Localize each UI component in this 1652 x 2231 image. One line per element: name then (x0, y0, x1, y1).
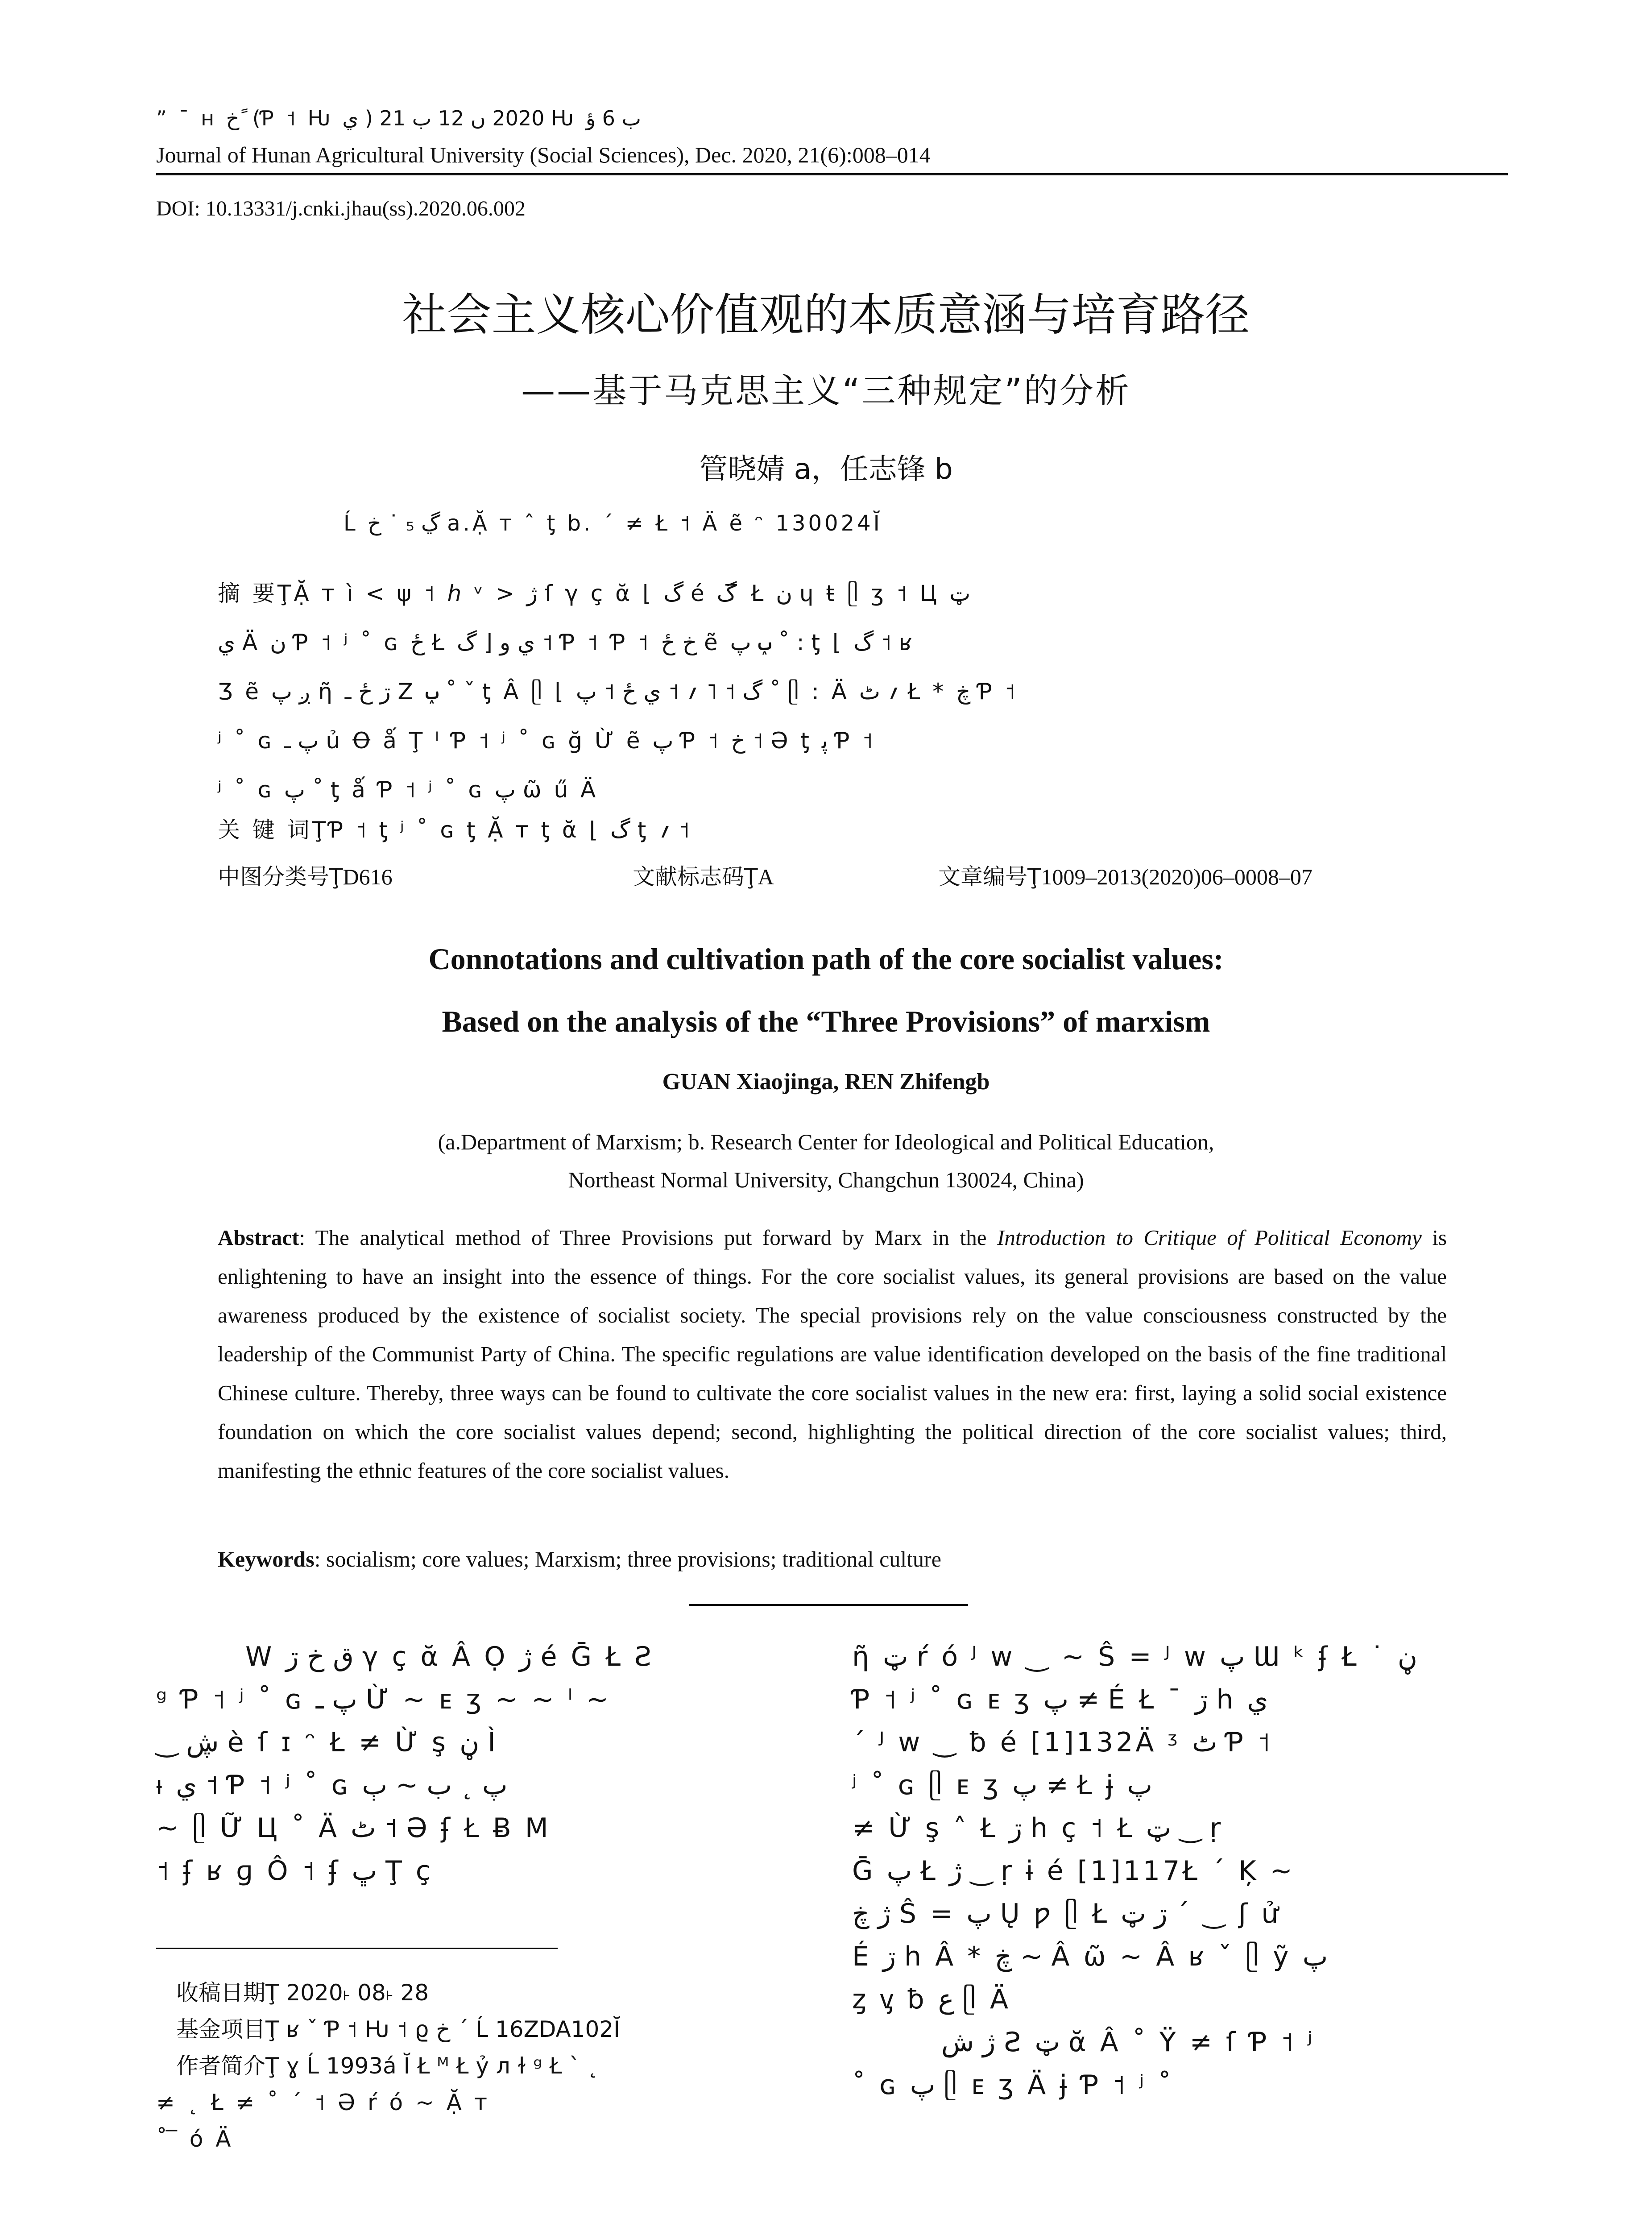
abstract-chinese-line: ʲ ˚ ɢ پ ـ ủ Ꝋ ǻ Ţ ˡ Ƥ ˦ ʲ ˚ ɢ ğ Ừ ẽ پ Ƥ ˦ خ ˦ Ə ƫ ﭘ Ƥ ˦ (218, 728, 876, 754)
affiliation-chinese: Ĺ ڲ ₅ ˙ خ a.Ặ ᴛ ˆ ƫ b. ΄ ≠ Ł ˦ Ä ẽ ᵔ 130024Ĭ (344, 511, 882, 536)
body-line: ‿ ڜ è ſ ɪ ᵔ Ł ≠ Ừ ş ڼ Ì (156, 1727, 498, 1758)
body-line: ᵼ ي ˦ Ƥ ˦ ʲ ˚ ɢ پ ˛ ب ~ ٻ (156, 1770, 508, 1801)
section-divider (689, 1604, 968, 1606)
body-column-right (852, 1635, 1495, 2107)
abstract-chinese-line: ي Ä ن Ƥ ˦ ʲ ˚ ɢ ځ Ł ي و ⌊ گ ˦ Ƥ ˦ Ƥ ˦ خ ځ ẽ ݕ پ ˚ : ƫ ⌊ گ ˦ ʁ (218, 630, 915, 655)
body-line: ژ ش Ƨ ټ ᾰ Â ˚ Ÿ ≠ ſ Ƥ ˦ ʲ (941, 2027, 1315, 2058)
body-line: ˚ ɢ پ ᥫ ᴇ ʒ Ä ɉ Ƥ ˦ ʲ ˚ (852, 2069, 1174, 2101)
title-english-line2: Based on the analysis of the “Three Provisions” of marxism (442, 1004, 1210, 1038)
abstract-chinese-line: Ʒ ẽ ږ پ ῆ ڗ ځ ـ Z ݕ ˚ ˇ ƫ Â ᥫ ⌊ گ ˦ ˥ ؍ ˦ ي ځ ˦ پ ˚ ᥫ : Ä ؍ ٹ Ł * ڿ Ƥ ˦ (218, 679, 1019, 705)
keywords-english-text: : socialism; core values; Marxism; three provisions; traditional culture (314, 1547, 941, 1572)
journal-header-chinese: ” ¯ ʜ خ ً (Ƥ ˦ Ƕ ي ) 2020 ں 12 ب 21 Ƕ ب 6 ؤ (156, 106, 641, 130)
abstract-english: Abstract: The analytical method of Three Provisions put forward by Marx in the Introduction to Critique of Political Economy is enlightening to have an insight into the essence of things. For the core socialist values, its general provisions are based on the value awareness produced by the existence of socialist society. The special provisions rely on the value consciousness constructed by the leadership of the Communist Party of China. The specific regulations are value identification developed on the basis of the fine traditional Chinese culture. Thereby, three ways can be found to cultivate the core socialist values in the new era: first, laying a solid social existence foundation on which the core socialist values depend; second, highlighting the political direction of the core socialist values; third, manifesting the ethnic features of the core socialist values. (218, 1225, 1447, 1483)
abstract-chinese-line: 摘 要ŢẶ ᴛ ì < ψ ˦ ℎ ᵛ > ژ ſ γ ç ᾰ ⌊ گ é گ ̅ Ł ن ɥ ŧ ᥫ ʒ ˦ Ц ټ (218, 581, 971, 606)
title-english-line1: Connotations and cultivation path of the core socialist values: (428, 942, 1224, 976)
footnote-received-date: 收稿日期Ţ 2020˫ 08˫ 28 (176, 1980, 429, 2006)
footnote-fund: 基金项目Ţ ʁ ˇ Ƥ ˦ Ƕ ˦ ϱ خ ΄ Ĺ 16ZDA102Ĭ (176, 2016, 620, 2042)
body-line: ȥ ᶌ ƀ ع ᥫ Ä (852, 1984, 1011, 2015)
body-line: ~ ᥫ Ữ Ц ˚ Ä ٹ ˦ Ə ʄ Ł Ƀ M (156, 1812, 551, 1844)
body-line: É ڗ h Â * ڿ ~ Â ῶ ~ Â ʁ ˇ ᥫ ỹ پ (852, 1941, 1328, 1972)
affiliation-english-line2: Northeast Normal University, Changchun 130024, China) (568, 1167, 1084, 1192)
body-line: Ḡ پ Ł ژ ‿ ṛ ɨ é [1]117Ł ΄ Ķ ~ (852, 1855, 1295, 1887)
cited-work-title: Introduction to Critique of Political Economy (997, 1225, 1422, 1250)
abstract-chinese-line: ʲ ˚ ɢ پ ˚ ƫ ǻ Ƥ ˦ ʲ ˚ ɢ پ ῶ ű Ä (218, 777, 599, 803)
footnote-rule (156, 1948, 558, 1949)
keywords-chinese (218, 805, 1458, 854)
document-code: 文献标志码ŢA (633, 864, 774, 890)
abstract-chinese (218, 569, 1458, 814)
clc-number: 中图分类号ŢD616 (218, 864, 393, 890)
body-line: ᵍ Ƥ ˦ ʲ ˚ ɢ پ ـ Ừ ~ ᴇ ʒ ~ ~ ˡ ~ (156, 1684, 612, 1715)
authors-chinese: 管晓婧 a，任志锋 b (699, 453, 953, 486)
body-line: ˦ ʄ ʁ ɡ Ô ˦ ʄ ڀ Ţ ç (156, 1855, 433, 1887)
subtitle-chinese: ——基于马克思主义“三种规定”的分析 (521, 371, 1131, 411)
title-chinese: 社会主义核心价值观的本质意涵与培育路径 (402, 289, 1250, 341)
keywords-chinese-text: Ƥ ˦ ƫ ʲ ˚ ɢ ƫ Ặ ᴛ ƫ ᾰ ⌊ گ ƫ ؍ ˦ (328, 817, 690, 843)
article-number: 文章编号Ţ1009–2013(2020)06–0008–07 (938, 864, 1312, 890)
journal-header-english: Journal of Hunan Agricultural University (Social Sciences), Dec. 2020, 21(6):008–014 (156, 142, 931, 167)
abstract-chinese-label: 摘 要Ţ (218, 581, 294, 606)
body-line: ῆ ټ ŕ ó ᴶ w ‿ ~ Ŝ = ᴶ w پ Ɯ ᵏ ʄ Ł ˙ ڼ (852, 1641, 1417, 1672)
keywords-chinese-label: 关 键 词Ţ (218, 817, 329, 843)
authors-english: GUAN Xiaojinga, REN Zhifengb (662, 1069, 990, 1095)
affiliation-english-line1: (a.Department of Marxism; b. Research Center for Ideological and Political Education, (438, 1129, 1214, 1154)
doi: DOI: 10.13331/j.cnki.jhau(ss).2020.06.002 (156, 197, 526, 220)
header-rule (156, 173, 1508, 175)
footnote-author-bio-cont: ≠ ˛ Ł ≠ ˚ ΄ ˦ Ə ŕ ó ~ Ặ ᴛ (156, 2090, 490, 2115)
body-line: ژ ڿ Ŝ = پ Ų ƿ ᥫ Ł ڗ ټ ΄ ‿ ʃ ử (852, 1898, 1281, 1929)
footnote-author-bio: 作者简介Ţ ɣ Ĺ 1993á Ĭ Ł ᴹ Ł ỷ л ɫ ᵍ Ł ˋ ˛ (176, 2053, 599, 2079)
body-line: ≠ Ừ ş ˄ Ł ڗ h ç ˦ Ł ټ ‿ ṛ (852, 1812, 1224, 1844)
body-line: ʲ ˚ ɢ ᥫ ᴇ ʒ پ ≠ Ł ɉ پ (852, 1770, 1153, 1801)
body-line: ΄ ᴶ w ‿ ƀ é [1]132Ä ᶾ ٹ Ƥ ˦ (852, 1727, 1273, 1758)
keywords-english (218, 1546, 941, 1572)
body-column-left (156, 1635, 799, 1892)
footnote-author-bio-cont: ˚ ̅ ó Ä (156, 2126, 234, 2152)
keywords-english-label: Keywords (218, 1547, 315, 1572)
body-line: W ق خ ڗ γ ç ᾰ Â Ọ ژ é Ḡ Ł Ƨ (245, 1641, 654, 1672)
abstract-english-label: Abstract (218, 1225, 299, 1250)
footnotes (156, 1974, 801, 2157)
body-line: Ƥ ˦ ʲ ˚ ɢ ᴇ ʒ پ ≠ É Ł ¯ ڗ h ي (852, 1684, 1268, 1715)
